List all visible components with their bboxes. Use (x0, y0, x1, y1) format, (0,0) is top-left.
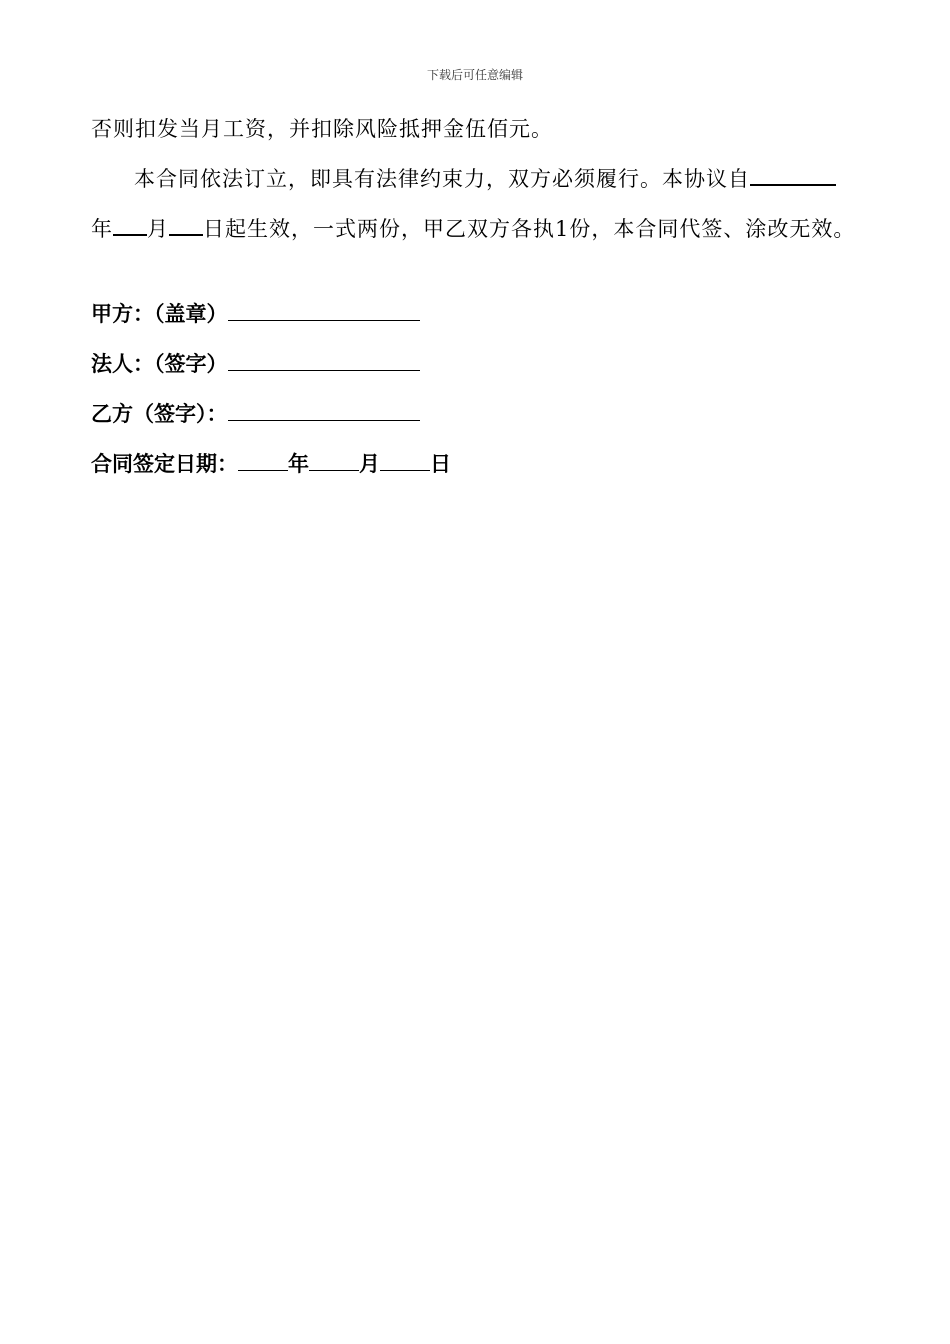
legal-person-signature (91, 348, 420, 378)
legal-person-signature-line (228, 350, 420, 371)
contract-date (91, 448, 451, 478)
date-month-label: 月 (359, 452, 380, 476)
effective-year-blank (750, 166, 836, 186)
date-month-blank (309, 450, 359, 471)
year-label: 年 (91, 217, 113, 241)
body-paragraph-1: 否则扣发当月工资，并扣除风险抵押金伍佰元。 (91, 117, 553, 141)
date-year-blank (238, 450, 288, 471)
effective-day-blank (169, 216, 203, 236)
effective-clause-rest: 日起生效，一式两份，甲乙双方各执1份，本合同代签、涂改无效。 (203, 217, 856, 241)
contract-date-label: 合同签定日期： (91, 452, 238, 476)
body-paragraph-2 (134, 163, 909, 193)
page-header: 下载后可任意编辑 (426, 68, 523, 82)
effective-month-blank (113, 216, 147, 236)
month-label: 月 (147, 217, 169, 241)
party-a-signature-line (228, 300, 420, 321)
legal-person-label: 法人：（签字） (91, 352, 228, 376)
party-b-signature-line (228, 400, 420, 421)
party-b-label: 乙方（签字）： (91, 402, 228, 426)
party-b-signature (91, 398, 420, 428)
date-day-label: 日 (430, 452, 451, 476)
party-a-label: 甲方：（盖章） (91, 302, 228, 326)
date-year-label: 年 (288, 452, 309, 476)
party-a-signature (91, 298, 420, 328)
body-paragraph-3 (91, 213, 866, 243)
effective-clause: 本合同依法订立，即具有法律约束力，双方必须履行。本协议自 (134, 167, 750, 191)
date-day-blank (380, 450, 430, 471)
